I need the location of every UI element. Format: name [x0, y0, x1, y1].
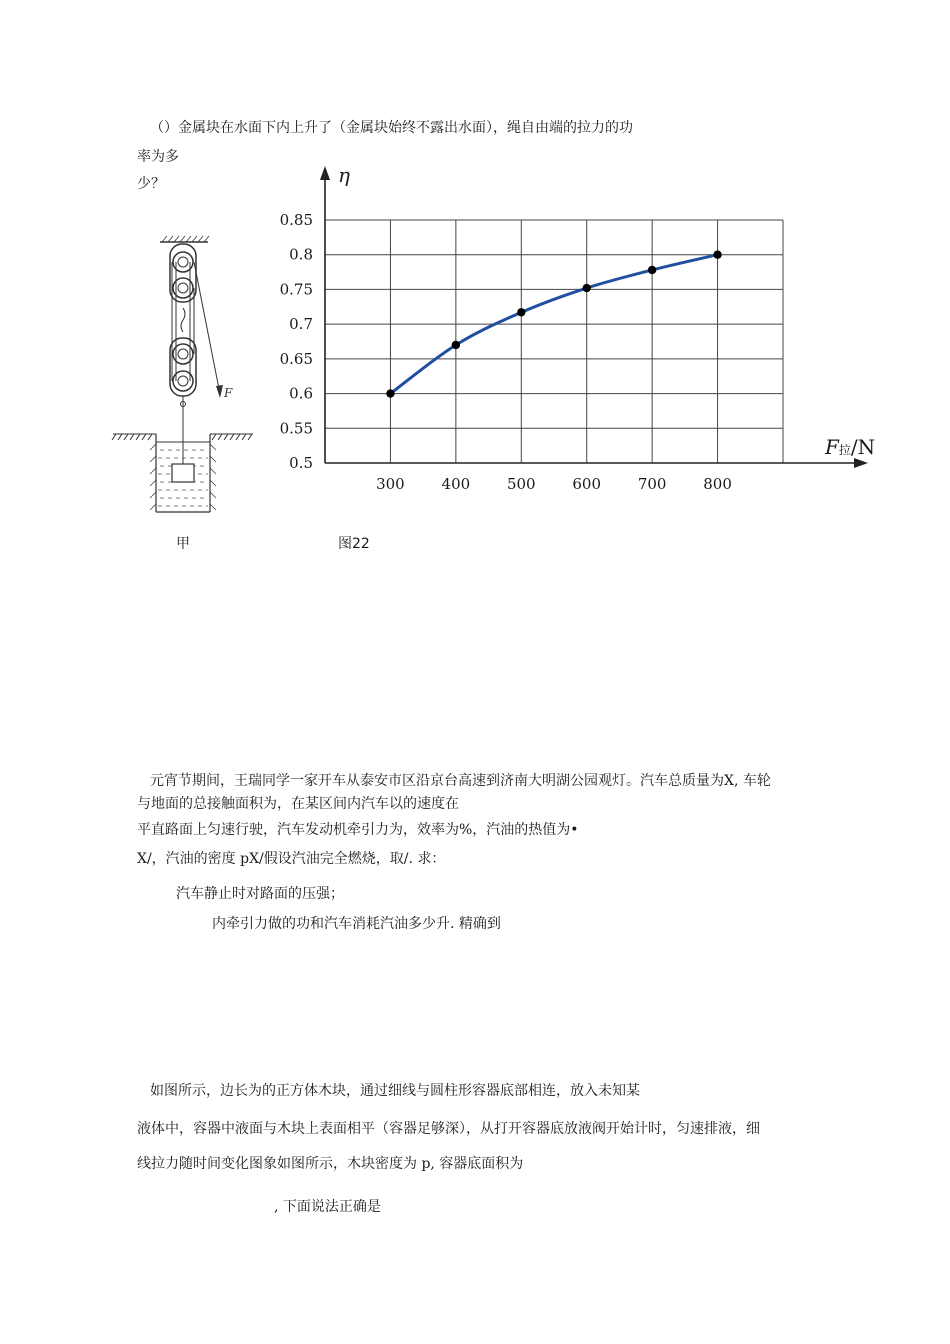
y-tick-label: 0.8: [289, 245, 313, 264]
y-axis-label: η: [338, 163, 350, 187]
force-label: F: [224, 386, 233, 400]
q1-line-3: 少？: [137, 176, 165, 192]
data-point: [386, 389, 394, 397]
figure-caption-right: 图22: [338, 536, 370, 552]
x-tick-label: 800: [703, 475, 732, 493]
x-axis-arrow: [854, 458, 868, 468]
y-tick-label: 0.7: [289, 315, 313, 334]
y-tick-labels: [280, 211, 313, 472]
x-tick-label: 400: [441, 475, 471, 493]
ceiling-hatch: [162, 236, 209, 242]
x-tick-label: 600: [572, 475, 602, 493]
q3-line-4: , 下面说法正确是: [274, 1199, 381, 1215]
movable-pulley-frame: [170, 338, 196, 396]
efficiency-chart: [280, 160, 880, 505]
pulley-diagram: [108, 234, 268, 524]
data-point: [452, 341, 460, 349]
x-tick-label: 500: [506, 475, 536, 493]
q2-line-2: 与地面的总接触面积为，在某区间内汽车以的速度在: [137, 796, 459, 812]
y-tick-label: 0.6: [289, 384, 313, 403]
q1-line-1: （）金属块在水面下内上升了（金属块始终不露出水面），绳自由端的拉力的功: [150, 120, 633, 136]
x-tick-labels: [376, 475, 732, 493]
y-tick-label: 0.85: [280, 211, 313, 229]
q2-subquestion-2: 内牵引力做的功和汽车消耗汽油多少升. 精确到: [212, 916, 501, 932]
q3-line-3: 线拉力随时间变化图象如图所示，木块密度为 p, 容器底面积为: [137, 1156, 524, 1172]
y-tick-label: 0.65: [280, 349, 313, 368]
force-arrow-icon: [216, 385, 223, 398]
y-tick-label: 0.55: [280, 419, 313, 438]
y-tick-label: 0.75: [280, 280, 313, 299]
q2-subquestion-1: 汽车静止时对路面的压强；: [176, 886, 344, 902]
q3-line-1: 如图所示，边长为的正方体木块，通过细线与圆柱形容器底部相连，放入未知某: [150, 1083, 640, 1099]
data-point: [648, 266, 656, 274]
q2-line-4: X/，汽油的密度 pX/假设汽油完全燃烧，取/. 求：: [137, 851, 446, 867]
y-axis-arrow: [320, 166, 330, 180]
y-tick-label: 0.5: [289, 454, 313, 472]
q2-line-1: 元宵节期间，王瑞同学一家开车从泰安市区沿京台高速到济南大明湖公园观灯。汽车总质量为X, 车轮: [150, 773, 771, 789]
q3-line-2: 液体中，容器中液面与木块上表面相平（容器足够深），从打开容器底放液阀开始计时，匀速排液，细: [137, 1121, 760, 1137]
data-point: [583, 284, 591, 292]
data-point: [713, 251, 721, 259]
chart-axes: [320, 166, 868, 468]
q1-line-2: 率为多: [137, 149, 179, 165]
data-point: [517, 308, 525, 316]
metal-block: [172, 464, 194, 482]
q2-line-3: 平直路面上匀速行驶，汽车发动机牵引力为，效率为%，汽油的热值为•: [137, 822, 579, 838]
x-tick-label: 300: [376, 475, 405, 493]
x-axis-label: F拉/N: [825, 435, 876, 459]
x-tick-label: 700: [637, 475, 667, 493]
figure-caption-left: 甲: [176, 536, 190, 552]
